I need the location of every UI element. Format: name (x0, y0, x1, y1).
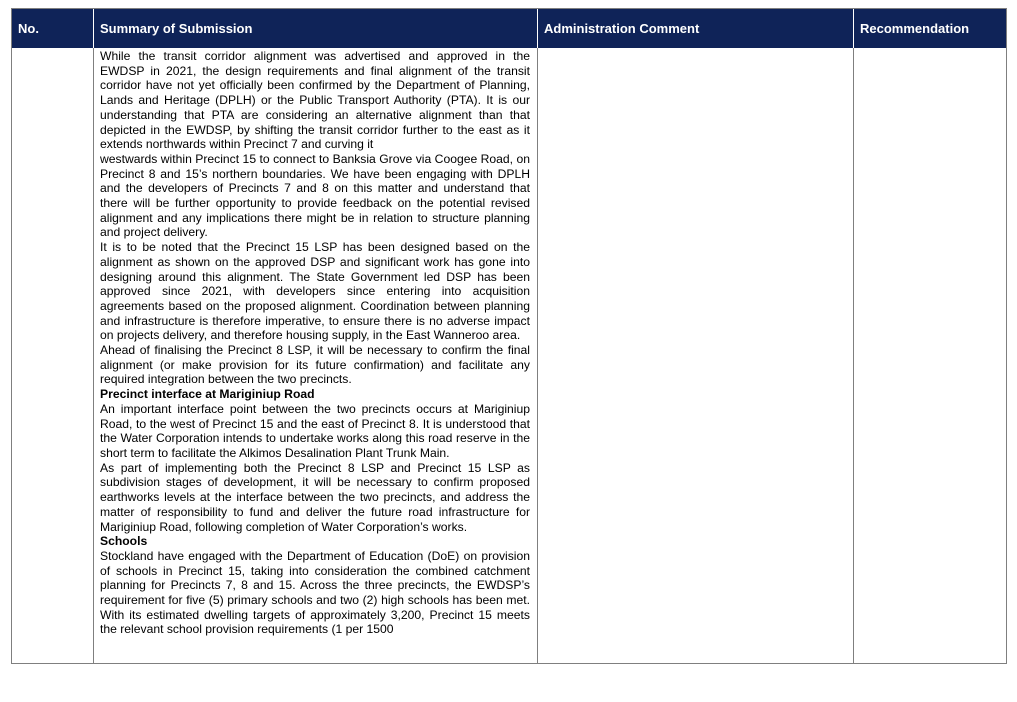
header-divider (93, 9, 94, 48)
header-admin-comment: Administration Comment (544, 21, 700, 36)
summary-paragraph: westwards within Precinct 15 to connect to Banksia Grove via Coogee Road, on Precinct 8 and 15’s northern boundaries. We have been engaging with DPLH and the developers of Precincts 7 and 8 on this matter and understand that there will be further opportunity to provide feedback on the potential revised alignment and any implications there might be in relation to structure planning and project delivery. (100, 151, 530, 240)
summary-paragraph: As part of implementing both the Precinct 8 LSP and Precinct 15 LSP as subdivision stages of development, it will be necessary to confirm proposed earthworks levels at the interface between the two precincts, and address the matter of responsibility to fund and deliver the future road infrastructure for Mariginiup Road, following completion of Water Corporation’s works. (100, 460, 530, 534)
header-no: No. (18, 21, 39, 36)
header-recommendation: Recommendation (860, 21, 970, 36)
summary-paragraph: It is to be noted that the Precinct 15 LSP has been designed based on the alignment as shown on the approved DSP and significant work has gone into designing around this alignment. The State Government led DSP has been approved since 2021, with developers since entering into acquisition agreements based on the proposed alignment. Coordination between planning and infrastructure is therefore imperative, to ensure there is no adverse impact on projects delivery, and therefore housing supply, in the East Wanneroo area. (100, 240, 530, 343)
submission-table (11, 8, 1007, 664)
table-header-row (12, 9, 1006, 48)
summary-paragraph: Ahead of finalising the Precinct 8 LSP, it will be necessary to confirm the final alignment (or make provision for its future confirmation) and facilitate any required integration between the two precincts. (100, 343, 530, 387)
header-divider (537, 9, 538, 48)
column-divider (853, 48, 854, 663)
header-divider (853, 9, 854, 48)
summary-paragraph: While the transit corridor alignment was advertised and approved in the EWDSP in 2021, the design requirements and final alignment of the transit corridor have not yet officially been confirmed by the Department of Planning, Lands and Heritage (DPLH) or the Public Transport Authority (PTA). It is our understanding that PTA are considering an alternative alignment than that depicted in the EWDSP, by shifting the transit corridor further to the east as it extends northwards within Precinct 7 and curving it (100, 49, 530, 152)
summary-cell (100, 49, 530, 665)
section-heading-interface: Precinct interface at Mariginiup Road (100, 387, 315, 402)
header-summary: Summary of Submission (100, 21, 253, 36)
section-heading-schools: Schools (100, 534, 148, 549)
column-divider (537, 48, 538, 663)
summary-paragraph: Stockland have engaged with the Department of Education (DoE) on provision of schools in Precinct 15, taking into consideration the combined catchment planning for Precincts 7, 8 and 15. Across the three precincts, the EWDSP’s requirement for five (5) primary schools and two (2) high schools has been met. With its estimated dwelling targets of approximately 3,200, Precinct 15 meets the relevant school provision requirements (1 per 1500 (100, 548, 530, 637)
column-divider (93, 48, 94, 663)
summary-paragraph: An important interface point between the two precincts occurs at Mariginiup Road, to the west of Precinct 15 and the east of Precinct 8. It is understood that the Water Corporation intends to undertake works along this road reserve in the short term to facilitate the Alkimos Desalination Plant Trunk Main. (100, 401, 530, 460)
